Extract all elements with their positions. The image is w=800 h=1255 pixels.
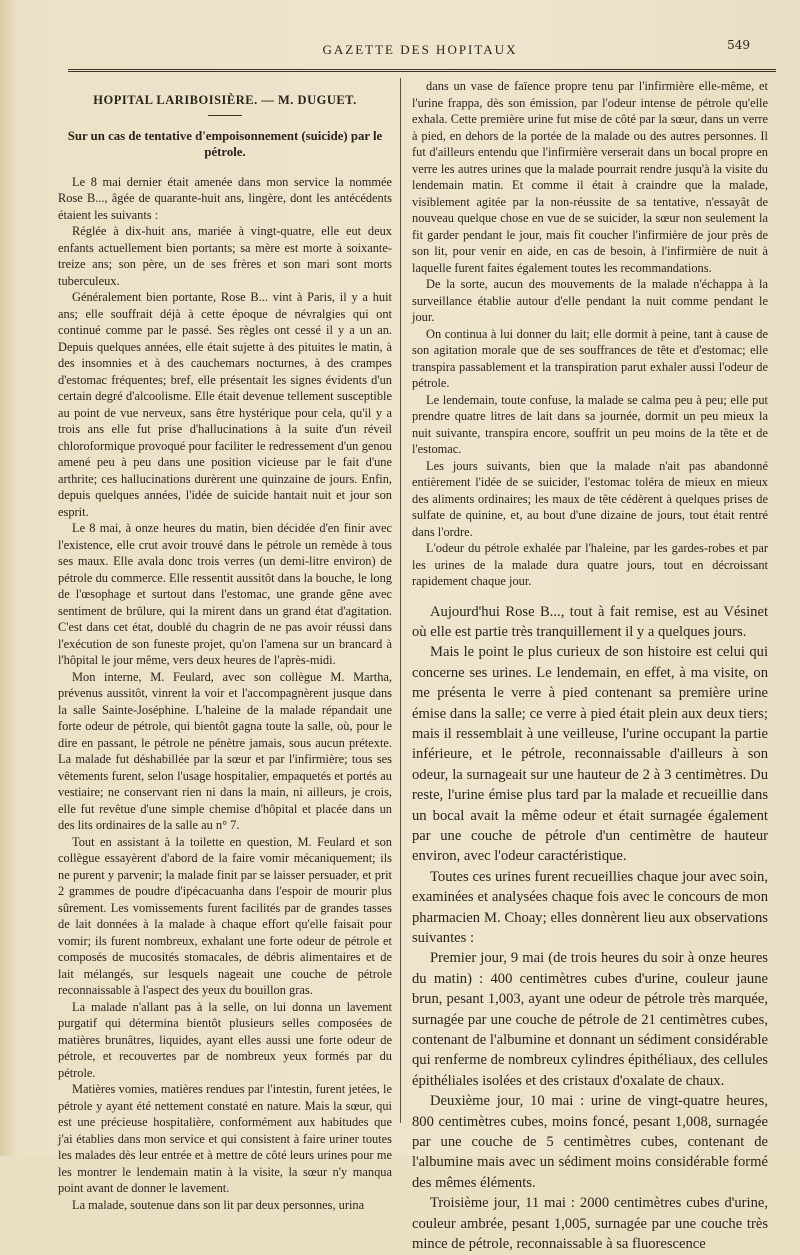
paragraph: Matières vomies, matières rendues par l'intestin, furent jetées, le pétrole y ayant été nettement constaté en nature. Mais la sœur, qui est une précieuse hospitalière, conformément aux habitudes que j'ai établies dans mon service et qui consistent à faire uriner toutes les malades dès leur entrée et à mettre de côté leurs urines pour me les montrer le lendemain matin à la visite, la sœur n'y manqua point avant de donner le lavement. [58,1082,392,1195]
header-rule [68,69,776,72]
left-column [58,78,392,1212]
paragraph: Le lendemain, toute confuse, la malade se calma peu à peu; elle put prendre quatre litres de lait dans sa journée, dormit un peu mieux la nuit suivante, transpira encore, souffrit un peu moins de la tête et de l'estomac. [412,392,768,456]
page-number: 549 [727,38,750,52]
short-rule [208,115,242,116]
paragraph: Mon interne, M. Feulard, avec son collègue M. Martha, prévenus aussitôt, vinrent la voir et l'accompagnèrent jusque dans la salle Sainte-Joséphine. L'haleine de la malade répandait une forte odeur de pétrole, qui bientôt gagna toute la salle, où, pour le dire en passant, le pétrole ne pénètre jamais, sous aucun prétexte. La malade fut déshabillée par la sœur et par l'infirmière; tous ses vêtements furent, selon l'usage hospitalier, empaquetés et portés au vestiaire; ne conservant rien ni dans la main, ni ailleurs, je crois, elle fut revêtue d'une simple chemise d'hôpital et placée dans un des lits ordinaires de la salle au n° 7. [58,669,392,832]
paragraph: Aujourd'hui Rose B..., tout à fait remise, est au Vésinet où elle est partie très tranquillement il y a quelques jours. [412,603,768,640]
paragraph: Réglée à dix-huit ans, mariée à vingt-quatre, elle eut deux enfants actuellement bien portants; sa mère est morte à soixante-treize ans; son père, un de ses frères et son mari sont morts tuberculeux. [58,224,392,288]
paragraph: La malade n'allant pas à la selle, on lui donna un lavement purgatif qui détermina bientôt plusieurs selles composées de matières brunâtres, liquides, ayant elles aussi une forte odeur de pétrole, et recouvertes par de nombreux yeux formés par du pétrole. [58,999,392,1080]
paragraph: Le 8 mai, à onze heures du matin, bien décidée d'en finir avec l'existence, elle crut avoir trouvé dans le pétrole un remède à tous ses maux. Elle avala donc trois verres (un demi-litre environ) de pétrole du commerce. Elle ressentit aussitôt dans la bouche, le long de l'œsophage et surtout dans l'estomac, une grande gêne avec sentiment de brûlure, qui la mirent dans un grand état d'agitation. C'est dans cet état, doublé du chagrin de ne pas avoir réussi dans l'exécution de son funeste projet, qu'on l'amena sur un brancard à l'hôpital le jour même, vers deux heures de l'après-midi. [58,521,392,667]
paragraph: Mais le point le plus curieux de son histoire est celui qui concerne ses urines. Le lendemain, en effet, à ma visite, on me présenta le verre à pied contenant sa première urine émise dans la salle; ce verre à pied était plein aux deux tiers; mais il ressemblait à une veilleuse, l'urine occupant la partie inférieure, et le pétrole, reconnaissable d'ailleurs à son odeur, la surnageait sur une hauteur de 2 à 3 centimètres. Du reste, l'urine émise plus tard par la malade et recueillie dans un bocal avait la même odeur et était surnagée également par une couche de pétrole d'un centimètre de hauteur environ, avec l'odeur caractéristique. [412,644,768,865]
paragraph: Deuxième jour, 10 mai : urine de vingt-quatre heures, 800 centimètres cubes, moins foncé, pesant 1,008, surnagée par une couche de 5 centimètres cubes, contenant de l'albumine mais avec un sédiment moins considérable formé des mêmes éléments. [412,1093,768,1191]
paragraph: Généralement bien portante, Rose B... vint à Paris, il y a huit ans; elle souffrait déjà à cette époque de névralgies qui ont continué comme par le passé. Ses règles ont cessé il y a un an. Depuis quelques années, elle était sujette à des pituites le matin, à des insomnies et à des cauchemars nocturnes, à des crampes d'estomac fréquentes; bref, elle présentait les signes évidents d'un certain degré d'alcoolisme. Elle était devenue tellement susceptible au point de vue nerveux, sans être hystérique pour cela, qu'il y a trois ans elle fut prise d'hallucinations à la suite d'un réveil chloroformique provoqué pour faciliter le redressement d'un genou amené peu à peu dans une position vicieuse par le fait d'une arthrite; ces hallucinations durèrent une quinzaine de jours. Enfin, depuis quelques années, l'idée de suicide hantait nuit et jour son esprit. [58,290,392,519]
paragraph: dans un vase de faïence propre tenu par l'infirmière elle-même, et l'urine frappa, dès son émission, par l'odeur intense de pétrole qu'elle exhala. Cette première urine fut mise de côté par la sœur, dans un verre à pied, en dehors de la portée de la malade ou des autres personnes. Il fut d'ailleurs entendu que l'infirmière verserait dans un bocal propre en verre les autres urines que la malade pourrait rendre jusqu'à la visite du lendemain matin. Et comme il était à craindre que la malade, visiblement agitée par la non-réussite de sa tentative, n'essayât de nouveau quelque chose en vue de se suicider, la sœur non seulement la fit garder pendant le jour, mais fit coucher l'infirmière de jour près de son lit, pour venir en aide, en cas de besoin, à l'infirmière de nuit à laquelle furent faites également toutes les recommandations. [412,79,768,275]
paragraph: On continua à lui donner du lait; elle dormit à peine, tant à cause de son agitation morale que de ses souffrances de tête et d'estomac; elle transpira passablement et la transpiration parut exhaler aussi l'odeur de pétrole. [412,326,768,390]
paragraph: Les jours suivants, bien que la malade n'ait pas abandonné entièrement l'idée de se suicider, l'estomac toléra de mieux en mieux des aliments ordinaires; les maux de tête cédèrent à quelques prises de sulfate de quinine, et, au bout d'une dizaine de jours, tout était rentré dans l'ordre. [412,458,768,539]
article-title: Sur un cas de tentative d'empoisonnement (suicide) par le pétrole. [67,128,383,159]
page-header [70,38,770,64]
section-gap [412,590,768,602]
paragraph: Le 8 mai dernier était amenée dans mon service la nommée Rose B..., âgée de quarante-huit ans, lingère, dont les antécédents étaient les suivants : [58,174,392,222]
paragraph: Tout en assistant à la toilette en question, M. Feulard et son collègue essayèrent d'abord de la faire vomir mécaniquement; ils ne purent y parvenir; la malade finit par se laisser persuader, et prit 2 grammes de poudre d'ipécacuanha dans l'espoir de mourir plus sûrement. Les vomissements furent facilités par de grandes tasses de lait données à la malade à chaque effort qu'elle faisait pour vomir; ils furent nombreux, exhalant une forte odeur de pétrole et composés de mucosités stomacales, de débris alimentaires et de lait mélangés, sur lesquels nageait une couche de pétrole reconnaissable à l'aspect des yeux du bouillon gras. [58,834,392,997]
right-column [412,78,768,1253]
paragraph: Troisième jour, 11 mai : 2000 centimètres cubes d'urine, couleur ambrée, pesant 1,005, surnagée par une couche très mince de pétrole, reconnaissable à sa fluorescence [412,1195,768,1253]
column-divider [400,78,401,1123]
journal-title: GAZETTE DES HOPITAUX [322,42,518,57]
large-type-section [412,602,768,1255]
paragraph: Premier jour, 9 mai (de trois heures du soir à onze heures du matin) : 400 centimètres cubes d'urine, couleur jaune brun, pesant 1,003, ayant une odeur de pétrole très marquée, surnagée par une couche de pétrole de 21 centimètres cubes, contenant de l'albumine et donnant un sédiment considérable qui renferme de nombreux cylindres épithéliaux, des cellules épithéliales isolées et des cristaux d'oxalate de chaux. [412,950,768,1089]
paragraph: De la sorte, aucun des mouvements de la malade n'échappa à la surveillance établie autour d'elle pendant la nuit comme pendant le jour. [412,277,768,324]
section-heading: HOPITAL LARIBOISIÈRE. — M. DUGUET. [93,93,357,107]
paragraph: L'odeur du pétrole exhalée par l'haleine, par les gardes-robes et par les urines de la malade dura quatre jours, tout en décroissant rapidement chaque jour. [412,541,768,588]
paragraph: La malade, soutenue dans son lit par deux personnes, urina [72,1197,365,1212]
paragraph: Toutes ces urines furent recueillies chaque jour avec soin, examinées et analysées chaque fois avec le concours de mon pharmacien M. Choay; elles donnèrent lieu aux observations suivantes : [412,868,768,946]
